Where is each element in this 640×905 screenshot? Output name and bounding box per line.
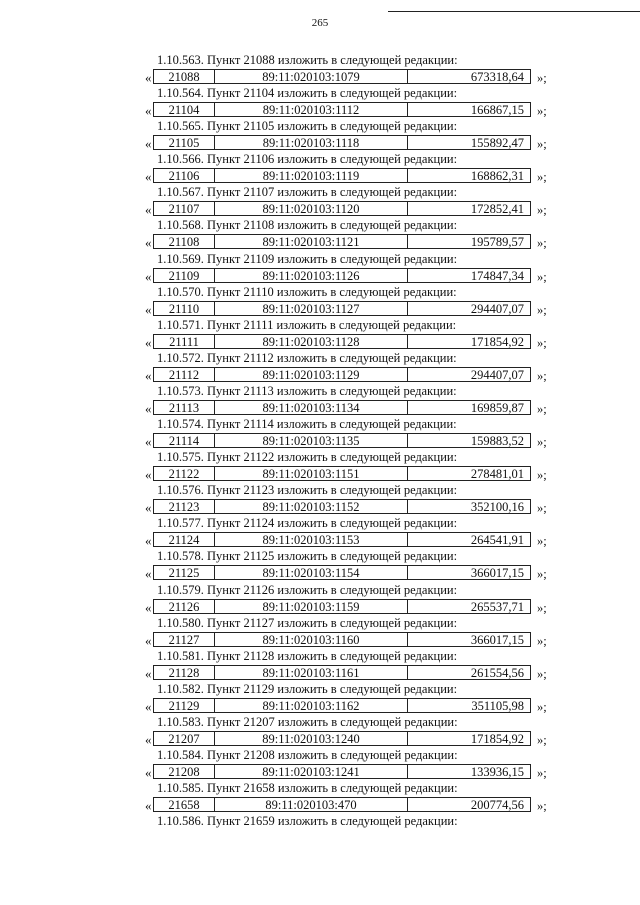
value-cell: 294407,07 [470,301,524,316]
close-quote: »; [537,633,547,648]
cadastral-number-cell: 89:11:020103:1240 [215,732,408,745]
open-quote: « [145,400,152,416]
entry-heading: 1.10.573. Пункт 21113 изложить в следующей редакции: [157,383,457,398]
item-number-cell: 21122 [154,467,215,480]
cadastral-number-cell: 89:11:020103:1151 [215,467,408,480]
amendment-entry [0,252,640,285]
entry-table-row [153,433,531,448]
cadastral-number-cell: 89:11:020103:1129 [215,368,408,381]
open-quote: « [145,434,152,450]
amendment-entry [0,53,640,86]
amendment-entry [0,715,640,748]
item-number-cell: 21104 [154,103,215,116]
page-number: 265 [311,17,329,29]
entry-table-row [153,135,531,150]
entry-table-row [153,201,531,216]
value-cell: 261554,56 [470,665,524,680]
entry-heading: 1.10.578. Пункт 21125 изложить в следующей редакции: [157,549,458,564]
value-cell: 169859,87 [470,400,524,415]
item-number-cell: 21124 [154,533,215,546]
item-number-cell: 21111 [154,335,215,348]
open-quote: « [145,268,152,284]
open-quote: « [145,334,152,350]
item-number-cell: 21125 [154,566,215,579]
item-number-cell: 21126 [154,600,215,613]
cadastral-number-cell: 89:11:020103:1162 [215,699,408,712]
item-number-cell: 21107 [154,202,215,215]
open-quote: « [145,169,152,185]
entry-heading: 1.10.563. Пункт 21088 изложить в следующей редакции: [157,53,458,67]
cadastral-number-cell: 89:11:020103:1135 [215,434,408,447]
entry-heading: 1.10.565. Пункт 21105 изложить в следующей редакции: [157,119,458,134]
item-number-cell: 21112 [154,368,215,381]
entry-table-row [153,731,531,746]
entry-heading: 1.10.584. Пункт 21208 изложить в следующей редакции: [157,747,458,762]
item-number-cell: 21658 [154,798,215,811]
cadastral-number-cell: 89:11:020103:1161 [215,666,408,679]
open-quote: « [145,599,152,615]
header-rule [388,11,640,12]
entry-heading: 1.10.568. Пункт 21108 изложить в следующей редакции: [157,218,458,233]
amendment-entry [0,351,640,384]
cadastral-number-cell: 89:11:020103:1128 [215,335,408,348]
close-quote: »; [537,203,547,218]
cadastral-number-cell: 89:11:020103:1112 [215,103,408,116]
value-cell: 195789,57 [470,235,524,250]
cadastral-number-cell: 89:11:020103:1120 [215,202,408,215]
entry-table-row [153,698,531,713]
close-quote: »; [537,699,547,714]
entry-heading: 1.10.581. Пункт 21128 изложить в следующей редакции: [157,648,458,663]
amendment-entry [0,285,640,318]
entry-heading: 1.10.574. Пункт 21114 изложить в следующей редакции: [157,417,457,432]
amendment-entry [0,616,640,649]
value-cell: 172852,41 [470,202,524,217]
entry-table-row [153,599,531,614]
close-quote: »; [537,765,547,780]
item-number-cell: 21129 [154,699,215,712]
amendment-entry [0,748,640,781]
open-quote: « [145,632,152,648]
value-cell: 366017,15 [470,632,524,647]
value-cell: 200774,56 [470,798,524,813]
entry-table-row [153,367,531,382]
value-cell: 155892,47 [470,136,524,151]
amendment-entry [0,86,640,119]
close-quote: »; [537,137,547,152]
close-quote: »; [537,335,547,350]
entry-heading: 1.10.569. Пункт 21109 изложить в следующей редакции: [157,251,458,266]
item-number-cell: 21128 [154,666,215,679]
close-quote: »; [537,567,547,582]
open-quote: « [145,103,152,119]
entry-table-row [153,334,531,349]
cadastral-number-cell: 89:11:020103:1159 [215,600,408,613]
open-quote: « [145,367,152,383]
cadastral-number-cell: 89:11:020103:470 [215,798,408,811]
entry-heading: 1.10.582. Пункт 21129 изложить в следующей редакции: [157,681,458,696]
amendment-entry [0,583,640,616]
value-cell: 171854,92 [470,731,524,746]
item-number-cell: 21105 [154,136,215,149]
close-quote: »; [537,600,547,615]
value-cell: 168862,31 [470,169,524,184]
entry-table-row [153,764,531,779]
entry-table-row [153,466,531,481]
cadastral-number-cell: 89:11:020103:1160 [215,633,408,646]
open-quote: « [145,136,152,152]
cadastral-number-cell: 89:11:020103:1152 [215,500,408,513]
close-quote: »; [537,302,547,317]
item-number-cell: 21123 [154,500,215,513]
cadastral-number-cell: 89:11:020103:1241 [215,765,408,778]
entry-table-row [153,268,531,283]
entry-heading: 1.10.567. Пункт 21107 изложить в следующей редакции: [157,185,458,200]
entry-heading: 1.10.575. Пункт 21122 изложить в следующей редакции: [157,450,458,465]
value-cell: 133936,15 [470,764,524,779]
item-number-cell: 21109 [154,269,215,282]
cadastral-number-cell: 89:11:020103:1153 [215,533,408,546]
close-quote: »; [537,799,547,814]
amendment-entry [0,781,640,814]
entry-table-row [153,632,531,647]
amendment-entry [0,185,640,218]
entry-heading: 1.10.566. Пункт 21106 изложить в следующей редакции: [157,152,458,167]
close-quote: »; [537,170,547,185]
amendment-entry [0,152,640,185]
value-cell: 171854,92 [470,334,524,349]
close-quote: »; [537,401,547,416]
item-number-cell: 21113 [154,401,215,414]
value-cell: 264541,91 [470,533,524,548]
close-quote: »; [537,71,547,85]
entry-heading: 1.10.579. Пункт 21126 изложить в следующей редакции: [157,582,458,597]
entry-table-row [153,234,531,249]
amendment-entry [0,218,640,251]
entry-table-row [153,168,531,183]
entry-table-row [153,102,531,117]
amendment-entry [0,516,640,549]
amendment-entry [0,318,640,351]
item-number-cell: 21127 [154,633,215,646]
value-cell: 366017,15 [470,566,524,581]
open-quote: « [145,665,152,681]
value-cell: 159883,52 [470,434,524,449]
open-quote: « [145,798,152,814]
amendment-entry [0,384,640,417]
close-quote: »; [537,269,547,284]
entry-heading: 1.10.585. Пункт 21658 изложить в следующей редакции: [157,781,458,796]
value-cell: 265537,71 [470,599,524,614]
cadastral-number-cell: 89:11:020103:1126 [215,269,408,282]
open-quote: « [145,698,152,714]
entry-heading: 1.10.572. Пункт 21112 изложить в следующей редакции: [157,350,457,365]
close-quote: »; [537,666,547,681]
entry-table-row [153,532,531,547]
cadastral-number-cell: 89:11:020103:1121 [215,235,408,248]
entry-table-row [153,301,531,316]
cadastral-number-cell: 89:11:020103:1154 [215,566,408,579]
value-cell: 352100,16 [470,500,524,515]
entry-table-row [153,565,531,580]
cadastral-number-cell: 89:11:020103:1118 [215,136,408,149]
item-number-cell: 21207 [154,732,215,745]
entries-list [0,53,640,828]
open-quote: « [145,202,152,218]
open-quote: « [145,467,152,483]
item-number-cell: 21088 [154,70,215,83]
entry-heading: 1.10.576. Пункт 21123 изложить в следующей редакции: [157,483,458,498]
close-quote: »; [537,501,547,516]
entry-table-row [153,400,531,415]
open-quote: « [145,301,152,317]
value-cell: 351105,98 [471,698,524,713]
close-quote: »; [537,368,547,383]
amendment-entry [0,119,640,152]
entry-heading-last: 1.10.586. Пункт 21659 изложить в следующей редакции: [157,814,458,829]
open-quote: « [145,731,152,747]
open-quote: « [145,533,152,549]
value-cell: 166867,15 [470,103,524,118]
open-quote: « [145,500,152,516]
cadastral-number-cell: 89:11:020103:1134 [215,401,408,414]
entry-table-row [153,665,531,680]
amendment-entry [0,483,640,516]
amendment-entry [0,450,640,483]
close-quote: »; [537,104,547,119]
entry-table-row [153,797,531,812]
open-quote: « [145,235,152,251]
close-quote: »; [537,534,547,549]
close-quote: »; [537,468,547,483]
entry-heading: 1.10.583. Пункт 21207 изложить в следующей редакции: [157,714,458,729]
value-cell: 278481,01 [470,467,524,482]
entry-table-row [153,69,531,84]
open-quote: « [145,764,152,780]
cadastral-number-cell: 89:11:020103:1127 [215,302,408,315]
amendment-entry [0,649,640,682]
value-cell: 174847,34 [470,268,524,283]
item-number-cell: 21108 [154,235,215,248]
item-number-cell: 21106 [154,169,215,182]
amendment-entry [0,682,640,715]
entry-heading: 1.10.570. Пункт 21110 изложить в следующей редакции: [157,284,457,299]
entry-heading: 1.10.580. Пункт 21127 изложить в следующей редакции: [157,615,458,630]
close-quote: »; [537,236,547,251]
entry-heading: 1.10.577. Пункт 21124 изложить в следующей редакции: [157,516,458,531]
close-quote: »; [537,435,547,450]
item-number-cell: 21110 [154,302,215,315]
open-quote: « [145,70,152,85]
entry-table-row [153,499,531,514]
item-number-cell: 21114 [154,434,215,447]
entry-heading: 1.10.564. Пункт 21104 изложить в следующей редакции: [157,86,458,101]
value-cell: 673318,64 [470,70,524,84]
item-number-cell: 21208 [154,765,215,778]
amendment-entry [0,549,640,582]
entry-heading: 1.10.571. Пункт 21111 изложить в следующей редакции: [157,317,457,332]
close-quote: »; [537,732,547,747]
cadastral-number-cell: 89:11:020103:1079 [215,70,408,83]
cadastral-number-cell: 89:11:020103:1119 [215,169,408,182]
open-quote: « [145,566,152,582]
value-cell: 294407,07 [470,367,524,382]
amendment-entry [0,417,640,450]
